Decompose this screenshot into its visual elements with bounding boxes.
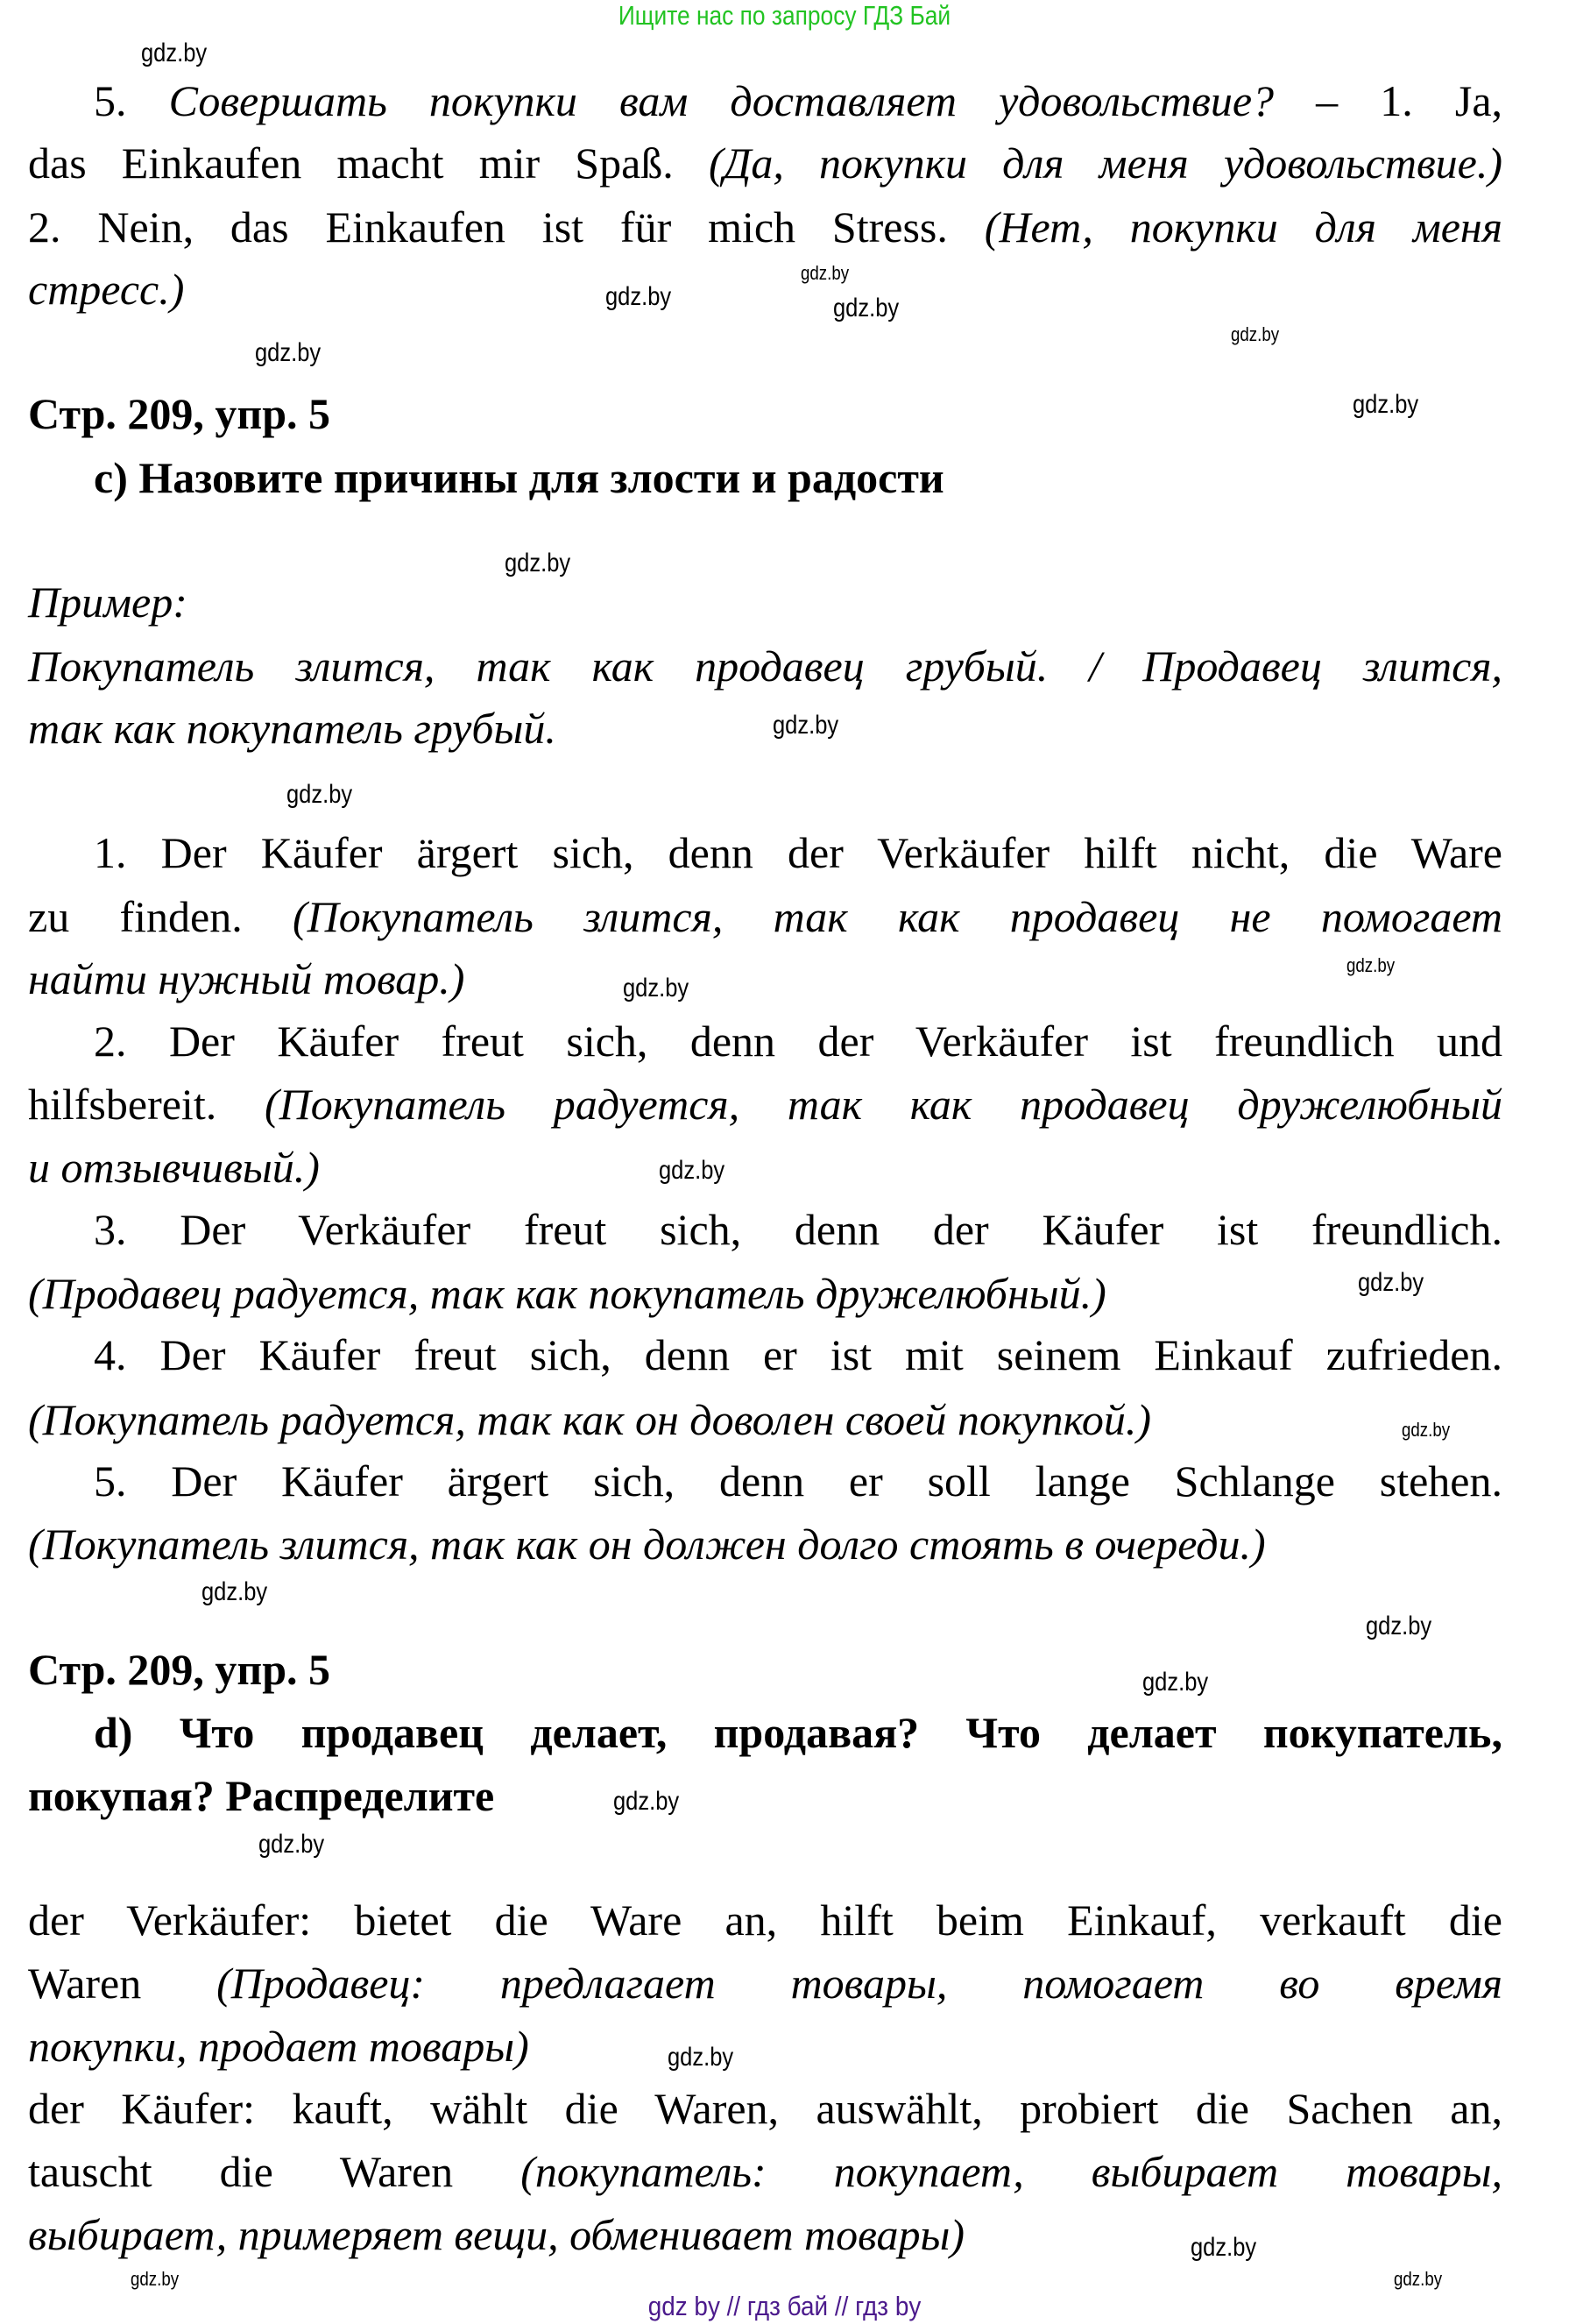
watermark: gdz.by [833, 294, 900, 322]
text-line [28, 949, 464, 1009]
text-line [28, 2142, 1502, 2201]
translation-text: так как покупатель грубый. [28, 704, 556, 753]
text-line [28, 698, 556, 758]
text-segment: 5. [94, 76, 169, 125]
text-segment: das Einkaufen macht mir Spaß. [28, 138, 709, 188]
text-segment: покупая? Распределите [28, 1771, 495, 1820]
translation-text: и отзывчивый.) [28, 1143, 320, 1192]
text-line [28, 1390, 1151, 1449]
translation-text: (Покупатель радуется, так как он доволен своей покупкой.) [28, 1395, 1152, 1444]
watermark: gdz.by [623, 974, 689, 1003]
text-segment: 3. Der Verkäufer freut sich, denn der Käufer ist freundlich. [94, 1205, 1502, 1254]
heading-line [28, 384, 330, 443]
text-segment: – 1. Ja, [1274, 76, 1503, 125]
watermark: gdz.by [613, 1787, 680, 1816]
translation-text: (Покупатель радуется, так как продавец дружелюбный [265, 1080, 1502, 1129]
watermark: gdz.by [1353, 390, 1419, 419]
translation-text: (Нет, покупки для меня [984, 202, 1502, 252]
text-line [28, 197, 1502, 257]
translation-text: найти нужный товар.) [28, 954, 465, 1003]
translation-text: стресс.) [28, 265, 185, 314]
heading-line [28, 1640, 330, 1699]
translation-text: (Продавец радуется, так как покупатель дружелюбный.) [28, 1269, 1106, 1318]
watermark: gdz.by [801, 262, 850, 284]
text-segment: tauscht die Waren [28, 2147, 521, 2196]
text-segment: 5. Der Käufer ärgert sich, denn er soll lange Schlange stehen. [94, 1456, 1502, 1506]
translation-text: покупки, продает товары) [28, 2022, 529, 2071]
watermark: gdz.by [1191, 2233, 1257, 2262]
text-line [28, 2016, 529, 2076]
text-line [28, 1137, 320, 1197]
text-segment: c) Назовите причины для злости и радости [94, 453, 944, 502]
text-segment: hilfsbereit. [28, 1080, 265, 1129]
text-line [28, 1514, 1266, 1574]
translation-text: (Да, покупки для меня удовольствие.) [708, 138, 1502, 188]
text-line [28, 636, 1502, 696]
translation-text: (Продавец: предлагает товары, помогает во время [216, 1959, 1502, 2008]
text-segment: Стр. 209, упр. 5 [28, 1645, 331, 1694]
text-segment: 2. Nein, das Einkaufen ist für mich Stress. [28, 202, 985, 252]
watermark: gdz.by [1231, 323, 1280, 345]
watermark: gdz.by [1394, 2268, 1443, 2290]
translation-text: Совершать покупки вам доставляет удовольствие? [168, 76, 1275, 125]
translation-text: (Покупатель злится, так как продавец не помогает [292, 892, 1502, 941]
watermark: gdz.by [1358, 1268, 1424, 1297]
watermark: gdz.by [668, 2043, 734, 2072]
translation-text: Покупатель злится, так как продавец грубый. / Продавец злится, [28, 641, 1502, 691]
text-line [28, 887, 1502, 946]
text-segment: Стр. 209, упр. 5 [28, 389, 331, 438]
watermark: gdz.by [1402, 1419, 1451, 1441]
watermark: gdz.by [1366, 1612, 1432, 1640]
text-line [28, 1890, 1502, 1950]
watermark: gdz.by [505, 549, 571, 577]
footer-banner[interactable]: gdz by // гдз бай // гдз by [647, 2291, 922, 2321]
text-line [28, 572, 187, 632]
heading-line [94, 448, 944, 507]
watermark: gdz.by [659, 1156, 725, 1185]
text-segment: der Käufer: kauft, wählt die Waren, auswählt, probiert die Sachen an, [28, 2084, 1502, 2133]
text-segment: der Verkäufer: bietet die Ware an, hilft beim Einkauf, verkauft die [28, 1895, 1502, 1945]
text-line [28, 133, 1502, 193]
header-banner[interactable]: Ищите нас по запросу ГДЗ Бай [618, 0, 951, 31]
translation-text: выбирает, примеряет вещи, обменивает товары) [28, 2210, 965, 2259]
heading-line [94, 1703, 1502, 1762]
translation-text: (Покупатель злится, так как он должен долго стоять в очереди.) [28, 1520, 1266, 1569]
translation-text: Пример: [28, 577, 187, 627]
text-segment: zu finden. [28, 892, 293, 941]
text-line [28, 1074, 1502, 1134]
watermark: gdz.by [286, 780, 353, 809]
text-segment: Waren [28, 1959, 217, 2008]
watermark: gdz.by [201, 1577, 268, 1606]
text-line [94, 71, 1502, 131]
text-segment: d) Что продавец делает, продавая? Что делает покупатель, [94, 1708, 1502, 1757]
watermark: gdz.by [605, 282, 672, 311]
watermark: gdz.by [1142, 1668, 1209, 1697]
text-line [94, 1325, 1502, 1385]
watermark: gdz.by [131, 2268, 180, 2290]
heading-line [28, 1766, 494, 1825]
translation-text: (покупатель: покупает, выбирает товары, [520, 2147, 1502, 2196]
watermark: gdz.by [1346, 954, 1396, 976]
text-line [28, 1953, 1502, 2013]
watermark: gdz.by [141, 39, 208, 67]
text-segment: 2. Der Käufer freut sich, denn der Verkäufer ist freundlich und [94, 1017, 1502, 1066]
text-segment: 1. Der Käufer ärgert sich, denn der Verkäufer hilft nicht, die Ware [94, 828, 1502, 877]
text-line [94, 1200, 1502, 1259]
watermark: gdz.by [255, 338, 322, 367]
text-line [28, 1264, 1106, 1323]
watermark: gdz.by [773, 711, 839, 740]
text-line [28, 259, 184, 319]
watermark: gdz.by [258, 1830, 325, 1859]
text-segment: 4. Der Käufer freut sich, denn er ist mit seinem Einkauf zufrieden. [94, 1330, 1502, 1379]
text-line [28, 2205, 965, 2264]
text-line [28, 2079, 1502, 2138]
text-line [94, 823, 1502, 882]
text-line [94, 1451, 1502, 1511]
text-line [94, 1011, 1502, 1071]
